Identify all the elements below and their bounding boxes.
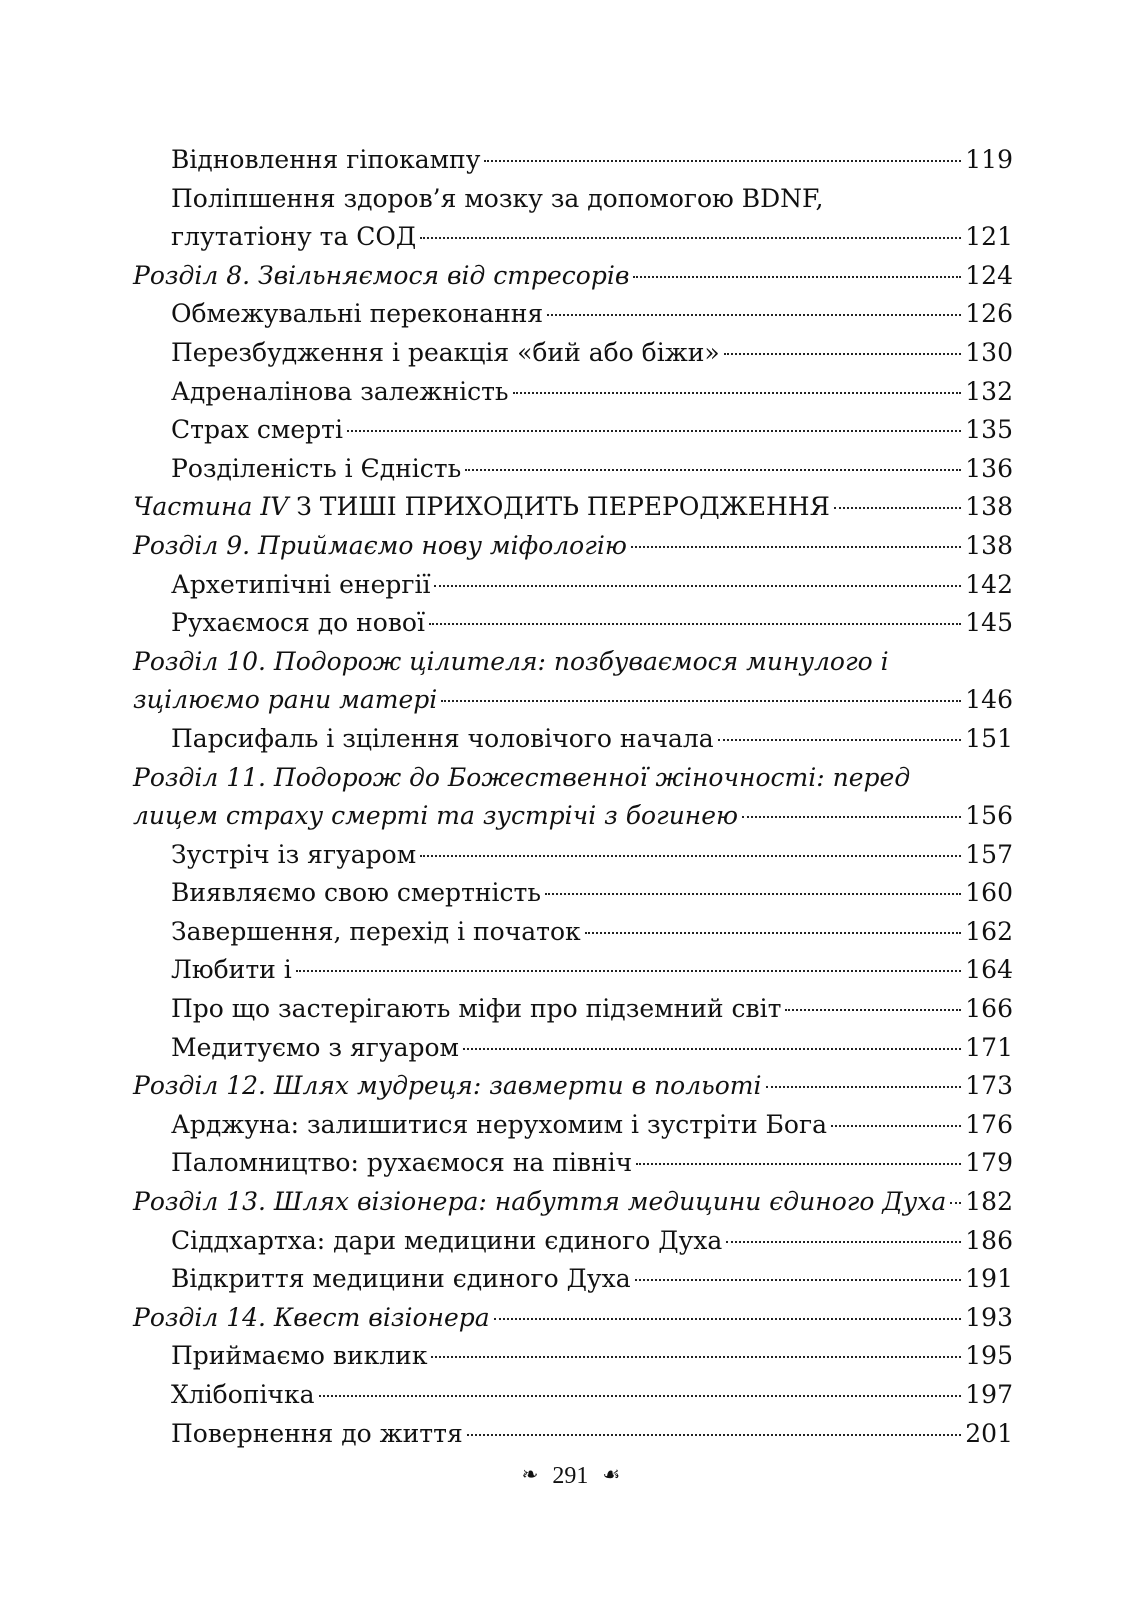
toc-entry[interactable] xyxy=(133,1106,1013,1145)
dot-leader xyxy=(467,1434,962,1436)
toc-entry-title: Розділ 10. Подорож цілителя: позбуваємося минулого і xyxy=(133,646,889,676)
toc-entry[interactable] xyxy=(133,334,1013,373)
dot-leader xyxy=(631,546,961,548)
ornament-right-icon: ☙ xyxy=(602,1464,621,1486)
toc-entry-title: Виявляємо свою смертність xyxy=(171,878,541,908)
toc-entry[interactable] xyxy=(133,604,1013,643)
toc-part-name: З ТИШІ ПРИХОДИТЬ ПЕРЕРОДЖЕННЯ xyxy=(288,492,830,522)
toc-entry-title: Парсифаль і зцілення чоловічого начала xyxy=(171,723,714,753)
toc-page-number: 166 xyxy=(965,994,1013,1024)
toc-page-number: 121 xyxy=(965,222,1013,252)
toc-entry-title: Розділ 11. Подорож до Божественної жіночності: перед xyxy=(133,762,911,792)
toc-page-number: 164 xyxy=(965,955,1013,985)
toc-entry-title-continuation: глутатіону та СОД xyxy=(171,222,417,252)
page-footer xyxy=(0,1463,1142,1490)
dot-leader xyxy=(420,237,961,239)
toc-entry-title: Завершення, перехід і початок xyxy=(171,916,581,946)
toc-entry-title: Архетипічні енергії xyxy=(171,569,431,599)
dot-leader xyxy=(545,893,961,895)
toc-entry-title: Про що застерігають міфи про підземний світ xyxy=(171,994,782,1024)
dot-leader xyxy=(465,469,961,471)
toc-entry[interactable] xyxy=(133,874,1013,913)
dot-leader xyxy=(441,700,961,702)
dot-leader xyxy=(494,1318,962,1320)
toc-entry[interactable] xyxy=(133,1337,1013,1376)
toc-entry-title: Арджуна: залишитися нерухомим і зустріти Бога xyxy=(171,1109,827,1139)
toc-entry-title: Розділ 13. Шлях візіонера: набуття медицини єдиного Духа xyxy=(133,1187,947,1217)
toc-entry[interactable] xyxy=(133,643,1013,682)
toc-page-number: 119 xyxy=(965,145,1013,174)
dot-leader xyxy=(635,1279,962,1281)
toc-page-number: 156 xyxy=(965,801,1013,831)
toc-entry-title: Розділ 14. Квест візіонера xyxy=(133,1302,490,1332)
toc-entry[interactable] xyxy=(133,488,1013,527)
toc-entry[interactable] xyxy=(133,1222,1013,1261)
toc-entry-title-continuation: зцілюємо рани матері xyxy=(133,685,438,715)
toc-page-number: 193 xyxy=(965,1302,1013,1332)
toc-entry-title: Розділ 12. Шлях мудреця: завмерти в польоті xyxy=(133,1071,762,1101)
toc-entry[interactable] xyxy=(133,913,1013,952)
toc-entry[interactable] xyxy=(133,1029,1013,1068)
toc-entry[interactable] xyxy=(133,295,1013,334)
toc-entry-title: Поліпшення здоров’я мозку за допомогою BDNF, xyxy=(171,183,824,213)
dot-leader xyxy=(547,314,961,316)
toc-entry[interactable] xyxy=(133,1376,1013,1415)
toc-entry[interactable] xyxy=(133,1183,1013,1222)
dot-leader xyxy=(726,1241,961,1243)
toc-entry[interactable] xyxy=(133,566,1013,605)
dot-leader xyxy=(834,507,961,509)
toc-entry[interactable] xyxy=(133,411,1013,450)
toc-page-number: 186 xyxy=(965,1225,1013,1255)
toc-page-number: 157 xyxy=(965,839,1013,869)
toc-entry-continuation[interactable] xyxy=(133,681,1013,720)
toc-entry-title: Розділеність і Єдність xyxy=(171,453,462,483)
dot-leader xyxy=(484,160,961,162)
toc-page-number: 151 xyxy=(965,723,1013,753)
toc-entry[interactable] xyxy=(133,1415,1013,1454)
dot-leader xyxy=(513,392,962,394)
toc-page-number: 136 xyxy=(965,453,1013,483)
toc-page-number: 130 xyxy=(965,337,1013,367)
toc-entry[interactable] xyxy=(133,141,1013,180)
dot-leader xyxy=(434,585,961,587)
dot-leader xyxy=(766,1086,962,1088)
toc-page-number: 126 xyxy=(965,299,1013,329)
dot-leader xyxy=(718,739,962,741)
toc-entry[interactable] xyxy=(133,720,1013,759)
toc-page-number: 160 xyxy=(965,878,1013,908)
dot-leader xyxy=(724,353,962,355)
toc-page-number: 197 xyxy=(965,1380,1013,1409)
toc-entry-title: Відновлення гіпокампу xyxy=(171,145,481,174)
toc-page-number: 179 xyxy=(965,1148,1013,1178)
toc-entry[interactable] xyxy=(133,759,1013,798)
dot-leader xyxy=(585,932,962,934)
toc-entry-title: Адреналінова залежність xyxy=(171,376,509,406)
toc-entry-continuation[interactable] xyxy=(133,218,1013,257)
dot-leader xyxy=(347,430,961,432)
page-number: 291 xyxy=(552,1463,589,1489)
toc-page-number: 162 xyxy=(965,916,1013,946)
ornament-left-icon: ❧ xyxy=(521,1464,539,1486)
toc-entry-title: Рухаємося до нової xyxy=(171,608,425,638)
dot-leader xyxy=(831,1125,961,1127)
toc-entry[interactable] xyxy=(133,1144,1013,1183)
toc-entry-title: Медитуємо з ягуаром xyxy=(171,1032,460,1062)
toc-page-number: 195 xyxy=(965,1341,1013,1371)
dot-leader xyxy=(429,623,961,625)
toc-entry[interactable] xyxy=(133,180,1013,219)
toc-entry-title: Паломництво: рухаємося на північ xyxy=(171,1148,633,1178)
toc-entry-title: Сіддхартха: дари медицини єдиного Духа xyxy=(171,1225,723,1255)
toc-entry-title: Повернення до життя xyxy=(171,1418,463,1448)
toc-entry-title: Зустріч із ягуаром xyxy=(171,839,417,869)
toc-entry-title: Хлібопічка xyxy=(171,1380,315,1409)
toc-page-number: 142 xyxy=(965,569,1013,599)
dot-leader xyxy=(296,970,962,972)
toc-page-number: 173 xyxy=(965,1071,1013,1101)
toc-entry[interactable] xyxy=(133,990,1013,1029)
toc-entry[interactable] xyxy=(133,373,1013,412)
dot-leader xyxy=(633,276,961,278)
toc-page-number: 145 xyxy=(965,608,1013,638)
toc-page-number: 182 xyxy=(965,1187,1013,1217)
toc-entry-title: Розділ 8. Звільняємося від стресорів xyxy=(133,260,630,290)
toc-entry-title: Страх смерті xyxy=(171,415,343,445)
toc-page-number: 132 xyxy=(965,376,1013,406)
toc-entry-title-continuation: лицем страху смерті та зустрічі з богинею xyxy=(133,801,739,831)
toc-entry[interactable] xyxy=(133,951,1013,990)
dot-leader xyxy=(950,1202,961,1204)
toc-entry-continuation[interactable] xyxy=(133,797,1013,836)
dot-leader xyxy=(319,1395,962,1397)
toc-entry[interactable] xyxy=(133,1067,1013,1106)
table-of-contents xyxy=(133,141,1013,1453)
dot-leader xyxy=(431,1356,961,1358)
toc-entry[interactable] xyxy=(133,836,1013,875)
toc-page-number: 124 xyxy=(965,260,1013,290)
toc-page-number: 146 xyxy=(965,685,1013,715)
toc-entry[interactable] xyxy=(133,257,1013,296)
toc-entry-title: Розділ 9. Приймаємо нову міфологію xyxy=(133,530,627,560)
dot-leader xyxy=(636,1163,961,1165)
toc-entry[interactable] xyxy=(133,1260,1013,1299)
toc-page-number: 138 xyxy=(965,530,1013,560)
toc-part-label: Частина IV xyxy=(133,492,289,522)
dot-leader xyxy=(463,1048,961,1050)
toc-entry-title: Перезбудження і реакція «бий або біжи» xyxy=(171,337,720,367)
dot-leader xyxy=(742,816,961,818)
toc-page-number: 191 xyxy=(965,1264,1013,1294)
toc-part-title xyxy=(133,488,830,527)
toc-page-number: 138 xyxy=(965,492,1013,522)
toc-entry-title: Любити і xyxy=(171,955,292,985)
toc-entry[interactable] xyxy=(133,527,1013,566)
toc-entry[interactable] xyxy=(133,1299,1013,1338)
toc-entry-title: Обмежувальні переконання xyxy=(171,299,544,329)
dot-leader xyxy=(420,855,961,857)
toc-entry-title: Приймаємо виклик xyxy=(171,1341,428,1371)
dot-leader xyxy=(785,1009,961,1011)
toc-page-number: 135 xyxy=(965,415,1013,445)
toc-entry-title: Відкриття медицини єдиного Духа xyxy=(171,1264,631,1294)
toc-page-number: 171 xyxy=(965,1032,1013,1062)
toc-entry[interactable] xyxy=(133,450,1013,489)
toc-page-number: 176 xyxy=(965,1109,1013,1139)
toc-page-number: 201 xyxy=(965,1418,1013,1448)
